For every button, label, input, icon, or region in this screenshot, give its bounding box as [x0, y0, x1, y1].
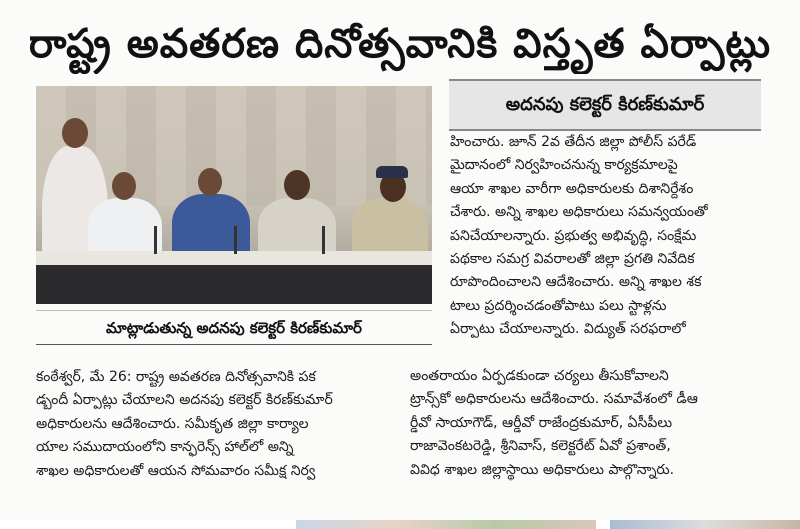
headline: రాష్ట్ర అవతరణ దినోత్సవానికి విస్తృత ఏర్పాట్లు: [28, 21, 772, 67]
photo-head: [62, 118, 88, 148]
photo-microphone: [234, 226, 237, 254]
article-line: హించారు. జూన్ 2వ తేదీన జిల్లా పోలీస్ పరేడ్: [450, 134, 697, 150]
article-line: అధికారులను ఆదేశించారు. సమీకృత జిల్లా కార్యాల: [36, 415, 309, 432]
article-line: డ్బందీ ఏర్పాట్లు చేయాలని అదనపు కలెక్టర్ కిరణ్‌కుమార్: [36, 392, 333, 409]
photo-table-front: [36, 265, 432, 304]
article-line: ర్డీవో సాయాగౌడ్, ఆర్డీవో రాజేంద్రకుమార్, ఏసీపీలు: [410, 414, 673, 431]
article-column-right: [450, 131, 762, 342]
article-column-right-lower: [410, 365, 762, 482]
article-line: ఆయా శాఖల వారీగా అధికారులకు దిశానిర్దేశం: [450, 180, 694, 197]
article-line: రాజావెంకటరెడ్డి, శ్రీనివాస్, కలెక్టరేట్ ఏవో ప్రశాంత్,: [410, 438, 671, 455]
photo-caption: మాట్లాడుతున్న అదనపు కలెక్టర్ కిరణ్‌కుమార్: [106, 319, 362, 337]
article-line: శాఖల అధికారులతో ఆయన సోమవారం సమీక్ష నిర్వ: [36, 462, 316, 479]
photo-head: [284, 170, 310, 200]
photo-head: [198, 168, 222, 196]
photo-police-cap: [376, 166, 408, 178]
adjacent-photo-strip: [610, 520, 800, 529]
adjacent-clipping-edge: [0, 520, 800, 529]
article-line: పథకాల సమగ్ర వివరాలతో జిల్లా ప్రగతి నివేదిక: [450, 251, 695, 268]
article-line: వివిధ శాఖల జిల్లాస్థాయి అధికారులు పాల్గొన్నారు.: [410, 461, 675, 478]
news-photo: [36, 86, 432, 304]
article-line: యాల సముదాయంలోని కాన్ఫరెన్స్ హాల్‌లో అన్ని: [36, 439, 294, 456]
photo-microphone: [322, 226, 325, 254]
article-column-left: [36, 366, 400, 483]
article-line: రూపొందించాలని ఆదేశించారు. అన్ని శాఖల శక: [450, 274, 702, 291]
byline: అదనపు కలెక్టర్ కిరణ్‌కుమార్: [449, 79, 761, 131]
caption-bottom-rule: [36, 344, 432, 345]
adjacent-photo-strip: [296, 520, 596, 529]
article-line: ఏర్పాటు చేయాలన్నారు. విద్యుత్ సరఫరాలో: [450, 321, 686, 338]
article-line: ట్రాన్స్‌కో అధికారులను ఆదేశించారు. సమావేశంలో డీఆ: [410, 391, 698, 408]
article-line: మైదానంలో నిర్వహించనున్న కార్యక్రమాలపై: [450, 157, 678, 174]
photo-microphone: [154, 226, 157, 254]
article-line: చేశారు. అన్ని శాఖల అధికారులు సమన్వయంతో: [450, 204, 708, 221]
article-line: కంఠేశ్వర్, మే 26: రాష్ట్ర అవతరణ దినోత్సవానికి పక: [36, 369, 316, 385]
photo-head: [112, 172, 136, 200]
article-line: టాలు ప్రదర్శించడంతోపాటు పలు స్టాళ్లను: [450, 297, 667, 314]
article-line: అంతరాయం ఏర్పడకుండా చర్యలు తీసుకోవాలని: [410, 368, 669, 384]
caption-top-rule: [36, 310, 432, 311]
article-line: పనిచేయాలన్నారు. ప్రభుత్వ అభివృద్ధి, సంక్షేమ: [450, 227, 697, 244]
